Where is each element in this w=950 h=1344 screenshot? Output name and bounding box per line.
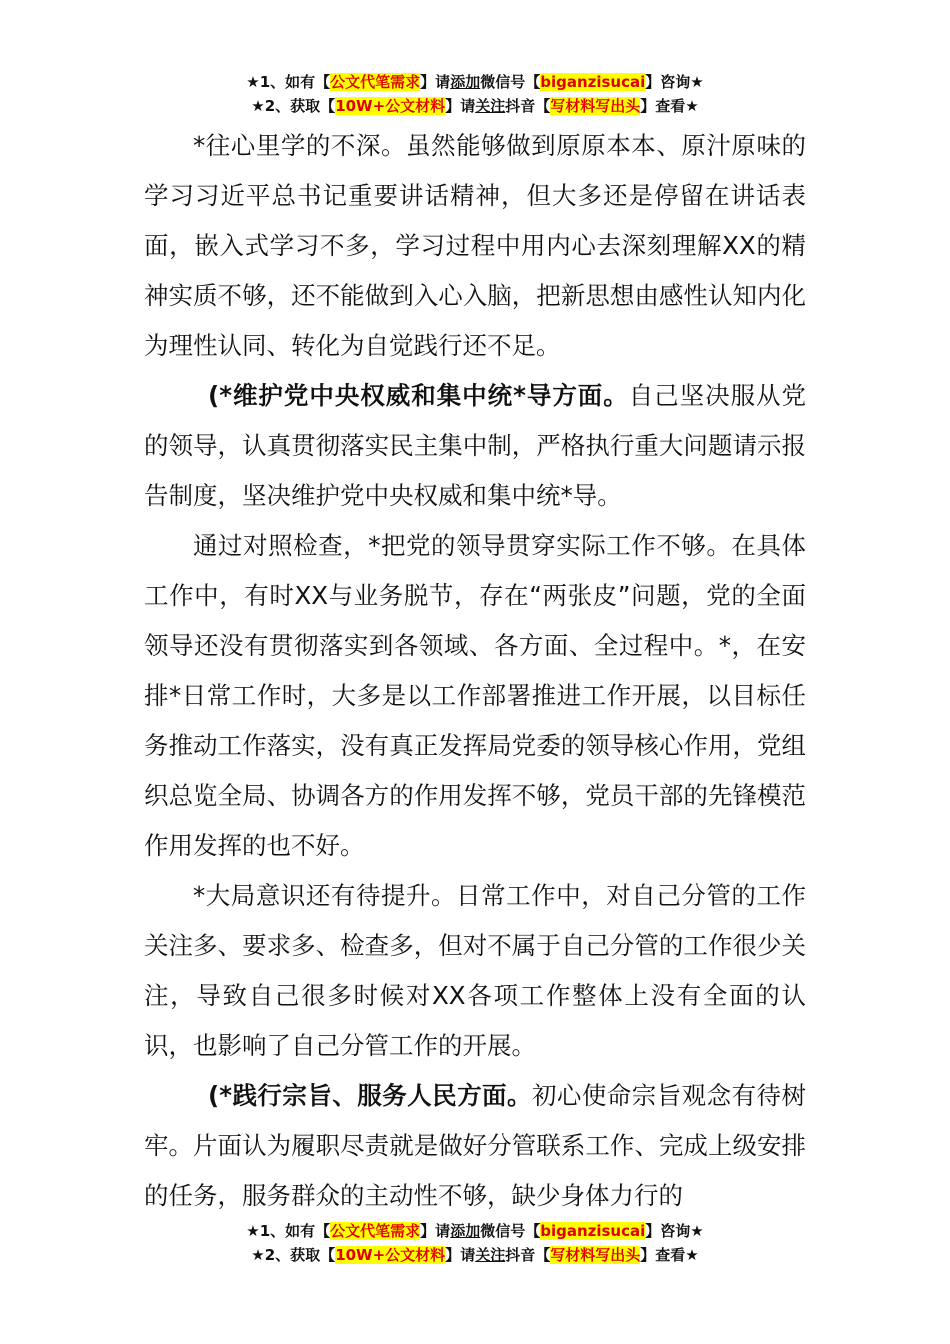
paragraph-2 <box>144 371 806 521</box>
banner-text: 微信号【 <box>480 73 541 91</box>
banner-highlight: 10W+公文材料 <box>335 1246 446 1264</box>
banner-line-2 <box>0 1243 950 1267</box>
banner-text: ★1、如有【 <box>246 73 331 91</box>
banner-text: ★2、获取【 <box>251 97 336 115</box>
banner-text: 】请 <box>445 1246 476 1264</box>
banner-text: 】查看★ <box>640 1246 699 1264</box>
banner-highlight: 公文代笔需求 <box>330 1222 421 1240</box>
banner-text: 】查看★ <box>640 97 699 115</box>
banner-text: 】咨询★ <box>645 73 704 91</box>
paragraph-text: 自己坚决服从党的领导，认真贯彻落实民主集中制，严格执行重大问题请示报告制度，坚决维护党中央权威和集中统*导。 <box>144 381 807 510</box>
paragraph-text: 初心使命宗旨观念有待树牢。片面认为履职尽责就是做好分管联系工作、完成上级安排的任务，服务群众的主动性不够，缺少身体力行的 <box>144 1081 806 1210</box>
paragraph-1: *往心里学的不深。虽然能够做到原原本本、原汁原味的学习习近平总书记重要讲话精神，但大多还是停留在讲话表面，嵌入式学习不多，学习过程中用内心去深刻理解XX的精神实质不够，还不能做到入心入脑，把新思想由感性认知内化为理性认同、转化为自觉践行还不足。 <box>144 131 806 360</box>
footer-banner <box>0 1219 950 1267</box>
document-body <box>144 121 806 1221</box>
banner-line-1 <box>0 70 950 94</box>
banner-line-2 <box>0 94 950 118</box>
banner-text: 抖音【 <box>505 1246 551 1264</box>
banner-underline: 关注 <box>475 97 506 115</box>
banner-text: 】请 <box>420 1222 451 1240</box>
paragraph-5 <box>144 1071 806 1221</box>
banner-text: 】请 <box>445 97 476 115</box>
banner-highlight: biganzisucai <box>540 1222 646 1240</box>
banner-text: 】咨询★ <box>645 1222 704 1240</box>
paragraph-4: *大局意识还有待提升。日常工作中，对自己分管的工作关注多、要求多、检查多，但对不属于自己分管的工作很少关注，导致自己很多时候对XX各项工作整体上没有全面的认识，也影响了自己分管工作的开展。 <box>144 881 806 1060</box>
banner-text: ★2、获取【 <box>251 1246 336 1264</box>
header-banner <box>0 70 950 118</box>
banner-underline: 关注 <box>475 1246 506 1264</box>
banner-highlight: 公文代笔需求 <box>330 73 421 91</box>
banner-highlight: 写材料写出头 <box>550 1246 641 1264</box>
banner-text: 】请 <box>420 73 451 91</box>
banner-text: 抖音【 <box>505 97 551 115</box>
banner-highlight: 写材料写出头 <box>550 97 641 115</box>
banner-highlight: biganzisucai <box>540 73 646 91</box>
banner-text: 微信号【 <box>480 1222 541 1240</box>
banner-underline: 添加 <box>450 1222 481 1240</box>
banner-highlight: 10W+公文材料 <box>335 97 446 115</box>
section-heading: (*维护党中央权威和集中统*导方面。 <box>208 381 629 410</box>
paragraph-3: 通过对照检查，*把党的领导贯穿实际工作不够。在具体工作中，有时XX与业务脱节，存在“两张皮”问题，党的全面领导还没有贯彻落实到各领域、各方面、全过程中。*，在安排*日常工作时，大多是以工作部署推进工作开展，以目标任务推动工作落实，没有真正发挥局党委的领导核心作用，党组织总览全局、协调各方的作用发挥不够，党员干部的先锋模范作用发挥的也不好。 <box>144 531 806 860</box>
banner-line-1 <box>0 1219 950 1243</box>
banner-text: ★1、如有【 <box>246 1222 331 1240</box>
section-heading: (*践行宗旨、服务人民方面。 <box>208 1081 532 1110</box>
banner-underline: 添加 <box>450 73 481 91</box>
